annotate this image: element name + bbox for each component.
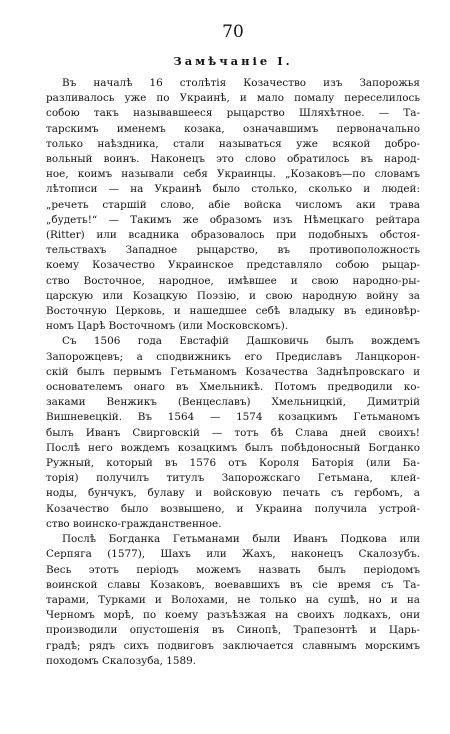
text-line: Запорожцевъ; а сподвижникъ его Предиславъ Ланцкорон- [46, 350, 420, 363]
text-line: собою такъ называвшееся рыцарство Шляхѣтное. — Та- [46, 107, 420, 120]
text-line: лѣтописи — на Украинѣ было столько, сколько и людей: [46, 183, 420, 196]
text-line: Серпяга (1577), Шахъ или Жахъ, наконецъ Скалозубъ. [46, 548, 420, 561]
text-line: тарами, Турками и Волохами, не только на сушѣ, но и на [46, 593, 420, 606]
text-line: Козачество было возвышено, и Украина получила устрой- [46, 502, 420, 515]
text-line: тарскимъ именемъ козака, означавшимъ первоначально [46, 122, 420, 135]
text-line: Ружный, который въ 1576 отъ Короля Баторія (или Ба- [46, 457, 420, 470]
text-line: былъ Иванъ Свирговскій — тотъ бѣ Слава дней своихъ! [46, 426, 420, 439]
text-line: основателемъ онаго въ Хмельникѣ. Потомъ предводили ко- [46, 381, 420, 394]
text-line: воинской славы Козаковъ, воевавшихъ въ сіе время съ Та- [46, 578, 420, 591]
text-line: торія) получилъ титулъ Запорожскаго Гетьмана, клей- [46, 472, 420, 485]
text-line: „речеть старшій слово, абіе войска числомъ аки трава [46, 198, 420, 211]
text-line: только наѣздника, стали называться уже всякой добро- [46, 137, 420, 150]
paragraph [46, 76, 420, 334]
text-line: тельствахъ Западное рыцарство, въ противоположность [46, 244, 420, 257]
text-line: Восточную Церковь, и нашедшее себѣ владыку въ единовѣр- [46, 305, 420, 318]
text-line: Черномъ морѣ, по коему разъѣзжая на своихъ лодкахъ, они [46, 609, 420, 622]
text-line: походомъ Скалозуба, 1589. [46, 654, 197, 667]
text-line: производили опустошенія въ Синопѣ, Трапезонтѣ и Царь- [46, 624, 420, 637]
text-line: ное, коимъ называли себя Украинцы. „Козаковъ—по словамъ [46, 168, 420, 181]
text-line: Весь этотъ періодъ можемъ назвать былъ періодомъ [46, 563, 420, 576]
text-line: градѣ; рядъ сихъ подвиговъ заключается славнымъ морскимъ [46, 639, 420, 652]
text-line: разливалось уже по Украинѣ, и мало помалу переселилось [46, 92, 420, 105]
text-line: Послѣ него вождемъ козацкимъ былъ побѣдоносный Богданко [46, 441, 420, 454]
text-line: Послѣ Богданка Гетьманами были Иванъ Подкова или [62, 533, 420, 546]
text-line: Въ началѣ 16 столѣтія Козачество изъ Запорожья [62, 77, 420, 89]
section-title: Замѣчаніе I. [173, 54, 293, 68]
text-line: „будеть!“ — Такимъ же образомъ изъ Нѣмецкаго рейтара [46, 213, 420, 226]
text-line: вольный воинъ. Наконецъ это слово обратилось въ народ- [46, 153, 420, 166]
text-line: Съ 1506 года Евстафій Дашковичь былъ вождемъ [62, 335, 420, 348]
text-line: коему Козачество Украинское представляло собою рыцар- [46, 259, 420, 272]
text-line: ство Восточное, народное, имѣвшее и свою народно-ры- [46, 274, 420, 287]
paragraph [46, 334, 420, 532]
body-text [46, 76, 420, 669]
text-line: заками Венжикъ (Венцеславъ) Хмельницкій, Димитрій [46, 396, 420, 409]
text-line: царскую или Козацкую Поэзію, и свою народную войну за [46, 289, 420, 302]
text-line: скій былъ первымъ Гетьманомъ Козачества Заднѣпровскаго и [46, 365, 420, 378]
text-line: ноды, бунчукъ, булаву и войсковую печать съ гербомъ, а [46, 487, 420, 500]
page-number: 70 [222, 22, 244, 42]
text-line: Вишневецкій. Въ 1564 — 1574 козацкимъ Гетьманомъ [46, 411, 420, 424]
text-line: ство воинско-гражданственное. [46, 517, 222, 530]
text-line: номъ Царѣ Восточномъ (или Московскомъ). [46, 320, 289, 333]
paragraph [46, 532, 420, 669]
text-line: (Ritter) или всадника образовалось при подобныхъ обстоя- [46, 229, 420, 242]
